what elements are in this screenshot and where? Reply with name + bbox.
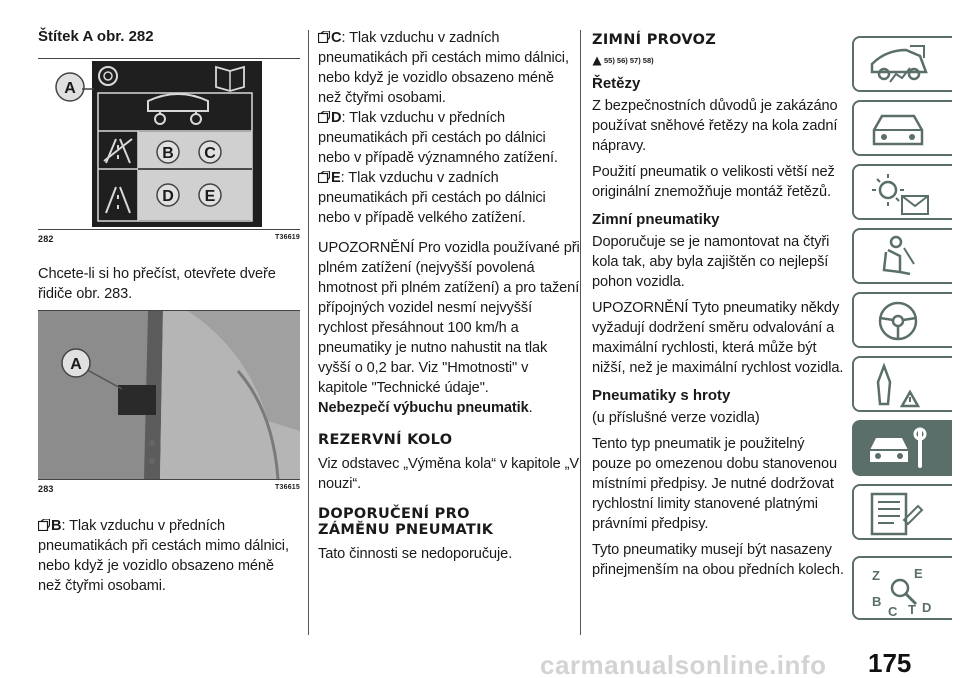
column-divider-2	[580, 30, 581, 635]
item-letter: C	[331, 30, 342, 46]
dashboard-tab-icon	[866, 42, 936, 88]
svg-text:T: T	[908, 602, 916, 617]
overload-warning: UPOZORNĚNÍ Pro vozidla používané při plném zatížení (nejvyšší povolená hmotnost při plném zatížení) a pro tažení přípojných vozidel nesmí nejvyšší rychlost přesáhnout 100 km/h a pneumatiky je nutno nahustit na tlak vyšší o 0,2 bar. Viz "Hmotnosti" v kapitole "Technické údaje". Nebezpečí výbuchu pneumatik.	[318, 240, 580, 416]
warning-triangle-icon	[592, 56, 602, 66]
svg-text:C: C	[888, 604, 898, 619]
badge-b: B	[162, 145, 174, 162]
chains-paragraph-2: Použití pneumatik o velikosti větší než originální znemožňuje montáž řetězů.	[592, 164, 835, 200]
svg-text:Z: Z	[872, 568, 880, 583]
item-c	[318, 28, 580, 108]
page-number: 175	[868, 648, 912, 678]
column-divider-1	[308, 30, 309, 635]
tab-emergency[interactable]	[852, 356, 952, 412]
tyre-rotation-text: Tato činnosti se nedoporučuje.	[318, 546, 513, 562]
subheading-chains: Řetězy	[592, 75, 641, 92]
tab-technical-data[interactable]	[852, 484, 952, 540]
item-text: : Tlak vzduchu v předních pneumatikách při cestách mimo dálnici, nebo když je vozidlo obsazeno méně než čtyřmi osobami.	[38, 518, 289, 594]
section-winter: ZIMNÍ PROVOZ	[592, 32, 717, 48]
studded-paragraph-3: Tyto pneumatiky musejí být nasazeny přinejmenším na obou předních kolech.	[592, 542, 844, 578]
watermark: carmanualsonline.info	[540, 650, 827, 678]
bullet-icon	[318, 31, 330, 43]
label-a-heading: Štítek A obr. 282	[38, 28, 154, 45]
tyre-pressure-label-illustration	[38, 59, 300, 229]
starting-driving-tab-icon	[866, 298, 936, 344]
figure-282	[38, 58, 300, 230]
figure-number: 282	[38, 234, 54, 244]
safety-tab-icon	[866, 106, 936, 152]
tab-lights[interactable]	[852, 164, 952, 220]
emergency-tab-icon	[866, 362, 936, 412]
figure-283	[38, 310, 300, 480]
tab-dashboard[interactable]	[852, 36, 952, 92]
item-text: : Tlak vzduchu v zadních pneumatikách při cestách po dálnici nebo v případě velkého zatížení.	[318, 170, 546, 226]
item-e	[318, 168, 580, 228]
tab-starting-driving[interactable]	[852, 292, 952, 348]
item-text: : Tlak vzduchu v předních pneumatikách při cestách po dálnici nebo v případě významného zatížení.	[318, 110, 558, 166]
tab-maintenance[interactable]	[852, 420, 952, 476]
studded-paragraph-2: Tento typ pneumatik je použitelný pouze po omezenou dobu stanovenou místními předpisy. Je nutné dodržovat rychlostní limity stanovené platnými právními předpisy.	[592, 436, 837, 532]
bullet-icon	[318, 111, 330, 123]
item-letter: E	[331, 170, 341, 186]
open-door-paragraph: Chcete-li si ho přečíst, otevřete dveře řidiče obr. 283.	[38, 266, 276, 302]
studded-paragraph-1: (u příslušné verze vozidla)	[592, 410, 760, 426]
chains-paragraph-1: Z bezpečnostních důvodů je zakázáno používat sněhové řetězy na kola zadní nápravy.	[592, 98, 838, 154]
item-letter: B	[51, 518, 62, 534]
section-tyre-rotation: DOPORUČENÍ PRO ZÁMĚNU PNEUMATIK	[318, 506, 494, 538]
badge-e: E	[204, 188, 216, 205]
subheading-studded: Pneumatiky s hroty	[592, 387, 731, 404]
winter-paragraph-1: Doporučuje se je namontovat na čtyři kola tak, aby byla zajištěn co nejlepší pohon vozidla.	[592, 234, 830, 290]
item-text: : Tlak vzduchu v zadních pneumatikách při cestách mimo dálnici, nebo když je vozidlo obsazeno méně než čtyřmi osobami.	[318, 30, 569, 106]
section-spare-wheel: REZERVNÍ KOLO	[318, 432, 453, 448]
bullet-icon	[318, 171, 330, 183]
item-d	[318, 108, 580, 168]
warning-refs: 55) 56) 57) 58)	[592, 52, 844, 68]
figure-ref: T36615	[275, 484, 300, 491]
tab-safety[interactable]	[852, 100, 952, 156]
index-tab-icon	[866, 562, 942, 620]
tab-index[interactable]	[852, 556, 952, 620]
airbag-tab-icon	[866, 234, 936, 280]
badge-d: D	[162, 188, 174, 205]
winter-paragraph-2: UPOZORNĚNÍ Tyto pneumatiky někdy vyžadují dodržení směru odvalování a maximální rychlosti, která může být nižší, než je maximální rychlost vozidla.	[592, 300, 844, 376]
technical-data-tab-icon	[866, 490, 936, 540]
badge-a: A	[64, 80, 76, 97]
tab-airbag[interactable]	[852, 228, 952, 284]
figure-number: 283	[38, 484, 54, 494]
badge-c: C	[204, 145, 216, 162]
item-b	[38, 516, 300, 596]
spare-wheel-text: Viz odstavec „Výměna kola“ v kapitole „V nouzi“.	[318, 456, 579, 492]
bullet-icon	[38, 519, 50, 531]
svg-text:B: B	[872, 594, 882, 609]
svg-text:D: D	[922, 600, 932, 615]
maintenance-tab-icon	[866, 426, 936, 472]
door-pillar-illustration	[38, 311, 300, 479]
figure-282-caption	[38, 234, 300, 244]
svg-text:E: E	[914, 566, 923, 581]
badge-a-door: A	[70, 356, 82, 373]
lights-tab-icon	[866, 170, 936, 220]
figure-ref: T36619	[275, 234, 300, 241]
explosion-warning: Nebezpečí výbuchu pneumatik	[318, 400, 529, 416]
subheading-winter-tyres: Zimní pneumatiky	[592, 211, 720, 228]
figure-283-caption	[38, 484, 300, 494]
item-letter: D	[331, 110, 342, 126]
